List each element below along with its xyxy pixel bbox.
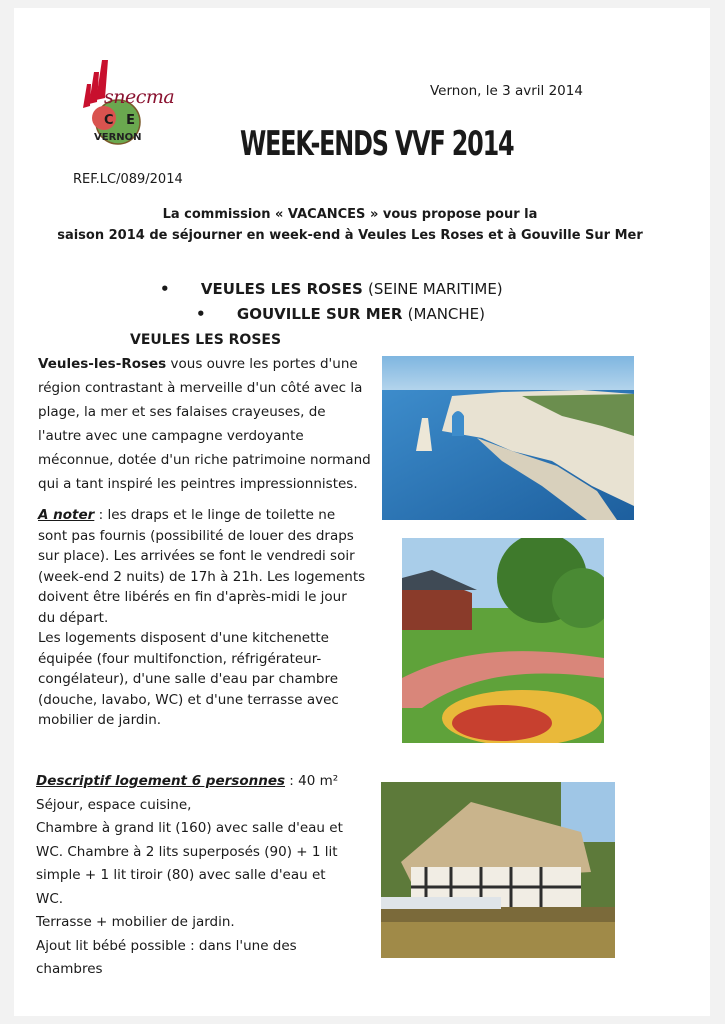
reference-number: REF.LC/089/2014 — [73, 172, 183, 187]
destination-name: GOUVILLE SUR MER — [236, 305, 403, 323]
note-paragraph: A noter : les draps et le linge de toilette ne sont pas fournis (possibilité de louer des draps sur place). Les arrivées se font le vendredi soir (week-end 2 nuits) de 17h à 21h. Les logements doivent être libérés en fin d'après-midi le jour du départ. Les logements disposent d'une kitchenette équipée (four multifonction, réfrigérateur- congélateur), d'une salle d'eau par chambre (douche, lavabo, WC) et d'une terrasse avec mobilier de jardin. — [38, 507, 366, 728]
description-paragraph: Descriptif logement 6 personnes : 40 m² Séjour, espace cuisine, Chambre à grand lit (160) avec salle d'eau et WC. Chambre à 2 lits superposés (90) + 1 lit simple + 1 lit tiroir (80) avec salle d'eau et WC. Terrasse + mobilier de jardin. Ajout lit bébé possible : dans l'une des chambres — [36, 773, 343, 977]
logo-sub-text: VERNON — [94, 132, 142, 143]
bullet-dot: • — [160, 280, 201, 298]
snecma-ce-logo — [74, 58, 184, 158]
paragraph-lead: Veules-les-Roses — [38, 356, 167, 372]
destination-bullet-2 — [196, 305, 485, 323]
intro-paragraph: Veules-les-Roses vous ouvre les portes d'une région contrastant à merveille d'un côté avec la plage, la mer et ses falaises crayeuses, de l'autre avec une campagne verdoyante méconnue, dotée d'un riche patrimoine normand qui a tant inspiré les peintres impressionnistes. — [38, 356, 371, 492]
logo-brand-text: snecma — [104, 86, 175, 108]
bullet-dot: • — [196, 305, 237, 323]
page-title: WEEK-ENDS VVF 2014 — [240, 124, 514, 164]
thatched-cottage-photo — [381, 782, 615, 958]
village-garden-photo — [402, 538, 604, 743]
cliffs-photo — [382, 356, 634, 520]
destination-name: VEULES LES ROSES — [200, 280, 363, 298]
intro-line-1: La commission « VACANCES » vous propose pour la — [162, 207, 538, 222]
rocket-icon — [74, 58, 184, 158]
destination-bullet-1 — [160, 280, 503, 298]
intro-line-2: saison 2014 de séjourner en week-end à Veules Les Roses et à Gouville Sur Mer — [57, 228, 643, 243]
section-heading: VEULES LES ROSES — [130, 332, 282, 348]
letter-date: Vernon, le 3 avril 2014 — [430, 83, 583, 99]
destination-region: (MANCHE) — [407, 305, 486, 323]
destination-region: (SEINE MARITIME) — [368, 280, 503, 298]
logo-badge-text: C E — [104, 113, 139, 128]
note-label: A noter — [38, 507, 95, 523]
description-label: Descriptif logement 6 personnes — [36, 773, 286, 789]
